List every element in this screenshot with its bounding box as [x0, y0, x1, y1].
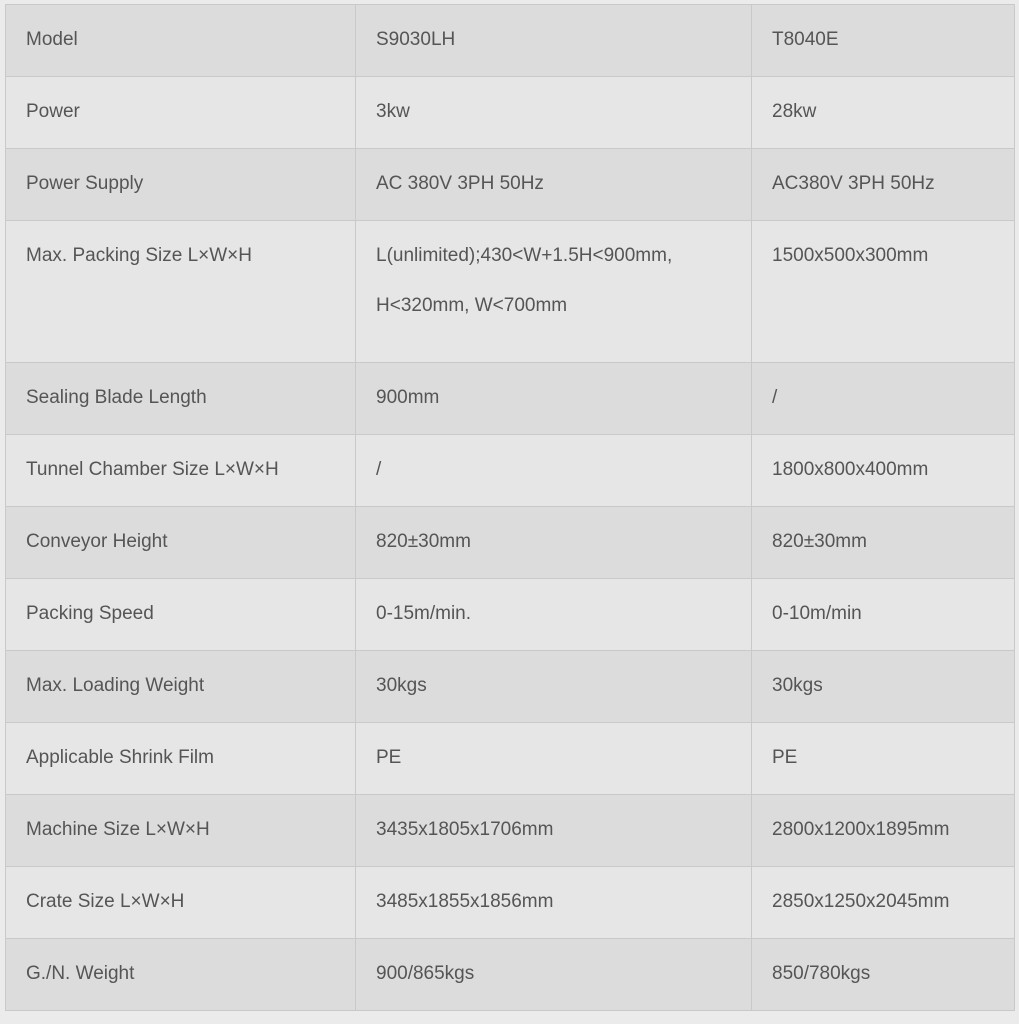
cell-s9030lh	[356, 221, 752, 363]
spec-table	[5, 4, 1015, 1011]
cell-s9030lh: 900/865kgs	[356, 939, 752, 1011]
table-row	[6, 939, 1015, 1011]
row-label: Sealing Blade Length	[6, 363, 356, 435]
cell-t8040e: 28kw	[752, 77, 1015, 149]
table-row	[6, 77, 1015, 149]
cell-s9030lh: 3435x1805x1706mm	[356, 795, 752, 867]
cell-t8040e: 1800x800x400mm	[752, 435, 1015, 507]
row-label: Model	[6, 5, 356, 77]
cell-t8040e: 0-10m/min	[752, 579, 1015, 651]
row-label: Power Supply	[6, 149, 356, 221]
row-label: Conveyor Height	[6, 507, 356, 579]
cell-t8040e: /	[752, 363, 1015, 435]
cell-t8040e: 1500x500x300mm	[752, 221, 1015, 363]
cell-s9030lh: PE	[356, 723, 752, 795]
cell-t8040e: T8040E	[752, 5, 1015, 77]
row-label: Packing Speed	[6, 579, 356, 651]
row-label: Crate Size L×W×H	[6, 867, 356, 939]
cell-s9030lh: 3485x1855x1856mm	[356, 867, 752, 939]
table-row	[6, 435, 1015, 507]
row-label: Max. Packing Size L×W×H	[6, 221, 356, 363]
table-row	[6, 579, 1015, 651]
table-row	[6, 651, 1015, 723]
cell-s9030lh: 3kw	[356, 77, 752, 149]
row-label: Applicable Shrink Film	[6, 723, 356, 795]
row-label: Power	[6, 77, 356, 149]
row-label: G./N. Weight	[6, 939, 356, 1011]
cell-t8040e: 2850x1250x2045mm	[752, 867, 1015, 939]
table-row	[6, 795, 1015, 867]
cell-s9030lh: AC 380V 3PH 50Hz	[356, 149, 752, 221]
row-label: Tunnel Chamber Size L×W×H	[6, 435, 356, 507]
row-label: Max. Loading Weight	[6, 651, 356, 723]
cell-t8040e: AC380V 3PH 50Hz	[752, 149, 1015, 221]
cell-s9030lh: 900mm	[356, 363, 752, 435]
table-row	[6, 723, 1015, 795]
cell-t8040e: 30kgs	[752, 651, 1015, 723]
row-label: Machine Size L×W×H	[6, 795, 356, 867]
cell-t8040e: 820±30mm	[752, 507, 1015, 579]
cell-line-1: L(unlimited);430<W+1.5H<900mm,	[376, 245, 673, 266]
table-row	[6, 867, 1015, 939]
table-row	[6, 507, 1015, 579]
cell-t8040e: PE	[752, 723, 1015, 795]
cell-s9030lh: 30kgs	[356, 651, 752, 723]
cell-t8040e: 850/780kgs	[752, 939, 1015, 1011]
cell-s9030lh: 820±30mm	[356, 507, 752, 579]
cell-s9030lh: /	[356, 435, 752, 507]
cell-t8040e: 2800x1200x1895mm	[752, 795, 1015, 867]
table-row	[6, 221, 1015, 363]
table-row	[6, 363, 1015, 435]
cell-line-2: H<320mm, W<700mm	[376, 294, 568, 316]
cell-s9030lh: S9030LH	[356, 5, 752, 77]
table-row	[6, 5, 1015, 77]
cell-s9030lh: 0-15m/min.	[356, 579, 752, 651]
table-row	[6, 149, 1015, 221]
